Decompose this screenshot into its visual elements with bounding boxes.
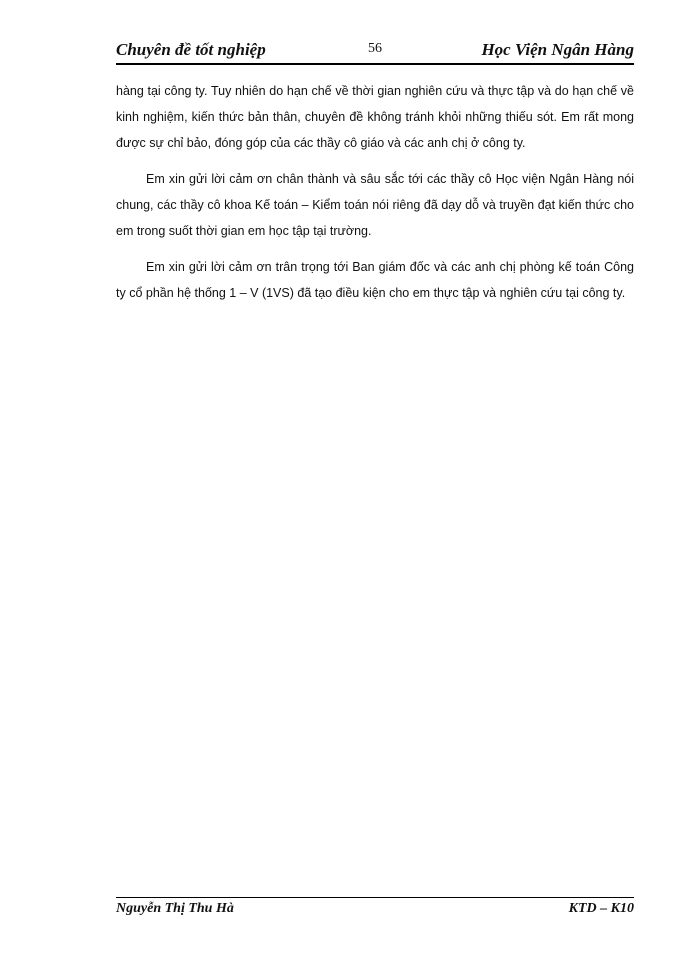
paragraph-thanks-company: Em xin gửi lời cảm ơn trân trọng tới Ban giám đốc và các anh chị phòng kế toán Công ty cổ phần hệ thống 1 – V (1VS) đã tạo điều kiện cho em thực tập và nghiên cứu tại công ty. xyxy=(116,260,634,300)
paragraph-continuation: hàng tại công ty. Tuy nhiên do hạn chế về thời gian nghiên cứu và thực tập và do hạn chế về kinh nghiệm, kiến thức bản thân, chuyên đề không tránh khỏi những thiếu sót. Em rất mong được sự chỉ bảo, đóng góp của các thầy cô giáo và các anh chị ở công ty. xyxy=(116,84,634,150)
header-document-type: Chuyên đề tốt nghiệp xyxy=(116,40,266,59)
footer-divider xyxy=(116,897,634,898)
body-text xyxy=(116,78,634,316)
page-footer xyxy=(116,901,634,923)
footer-author: Nguyễn Thị Thu Hà xyxy=(116,901,234,916)
header-institution: Học Viện Ngân Hàng xyxy=(481,40,634,59)
header-divider xyxy=(116,63,634,65)
page-number: 56 xyxy=(368,41,382,56)
page-header xyxy=(116,40,634,64)
footer-class-code: KTD – K10 xyxy=(568,901,634,916)
paragraph-thanks-academy: Em xin gửi lời cảm ơn chân thành và sâu sắc tới các thầy cô Học viện Ngân Hàng nói chung, các thầy cô khoa Kế toán – Kiểm toán nói riêng đã dạy dỗ và truyền đạt kiến thức cho em trong suốt thời gian em học tập tại trường. xyxy=(116,172,634,238)
